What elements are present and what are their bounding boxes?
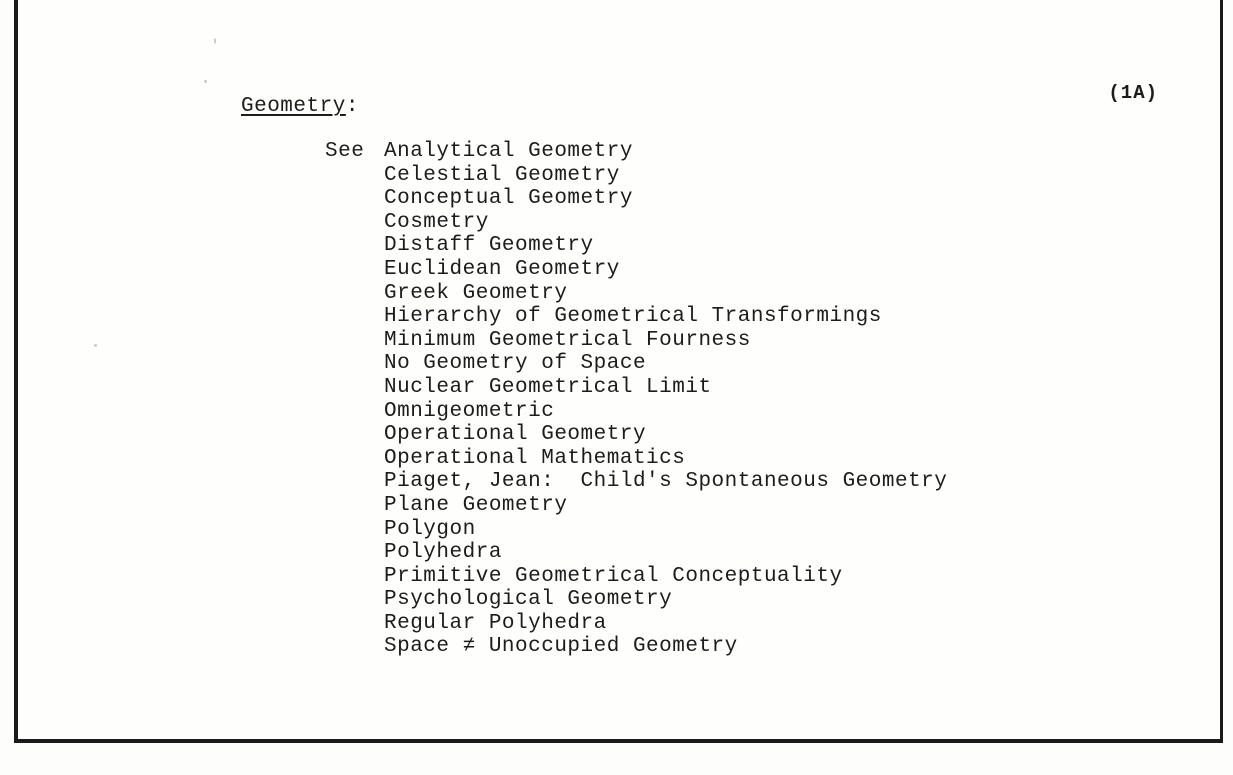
list-item: Distaff Geometry	[384, 234, 594, 258]
list-item: Hierarchy of Geometrical Transformings	[384, 305, 882, 329]
list-item: Operational Mathematics	[384, 446, 686, 470]
heading-text: Geometry	[241, 95, 346, 118]
list-item: No Geometry of Space	[384, 352, 647, 376]
card-heading	[241, 95, 359, 118]
list-item: Euclidean Geometry	[384, 257, 620, 281]
list-item: Conceptual Geometry	[384, 187, 633, 211]
list-item: Minimum Geometrical Fourness	[384, 328, 751, 352]
cross-reference-list	[384, 140, 947, 659]
list-item: Polygon	[384, 517, 476, 541]
list-item: Polyhedra	[384, 541, 502, 565]
list-item: Analytical Geometry	[384, 140, 633, 163]
scan-speck	[214, 38, 216, 44]
scan-speck	[94, 344, 97, 347]
list-item: Operational Geometry	[384, 423, 647, 447]
list-item: Celestial Geometry	[384, 163, 620, 187]
list-item: Regular Polyhedra	[384, 611, 607, 635]
list-item: Cosmetry	[384, 210, 489, 234]
card-code: (1A)	[1108, 82, 1158, 104]
list-item: Piaget, Jean: Child's Spontaneous Geometry	[384, 470, 948, 494]
list-item: Primitive Geometrical Conceptuality	[384, 564, 843, 588]
list-item: Omnigeometric	[384, 399, 555, 423]
see-label: See	[325, 140, 365, 163]
index-card	[14, 0, 1223, 743]
list-item: Greek Geometry	[384, 281, 568, 305]
heading-colon: :	[345, 95, 359, 118]
scan-speck	[204, 80, 207, 83]
list-item: Nuclear Geometrical Limit	[384, 375, 712, 399]
list-item: Plane Geometry	[384, 493, 568, 517]
list-item: Psychological Geometry	[384, 588, 673, 612]
list-item: Space ≠ Unoccupied Geometry	[384, 635, 738, 659]
